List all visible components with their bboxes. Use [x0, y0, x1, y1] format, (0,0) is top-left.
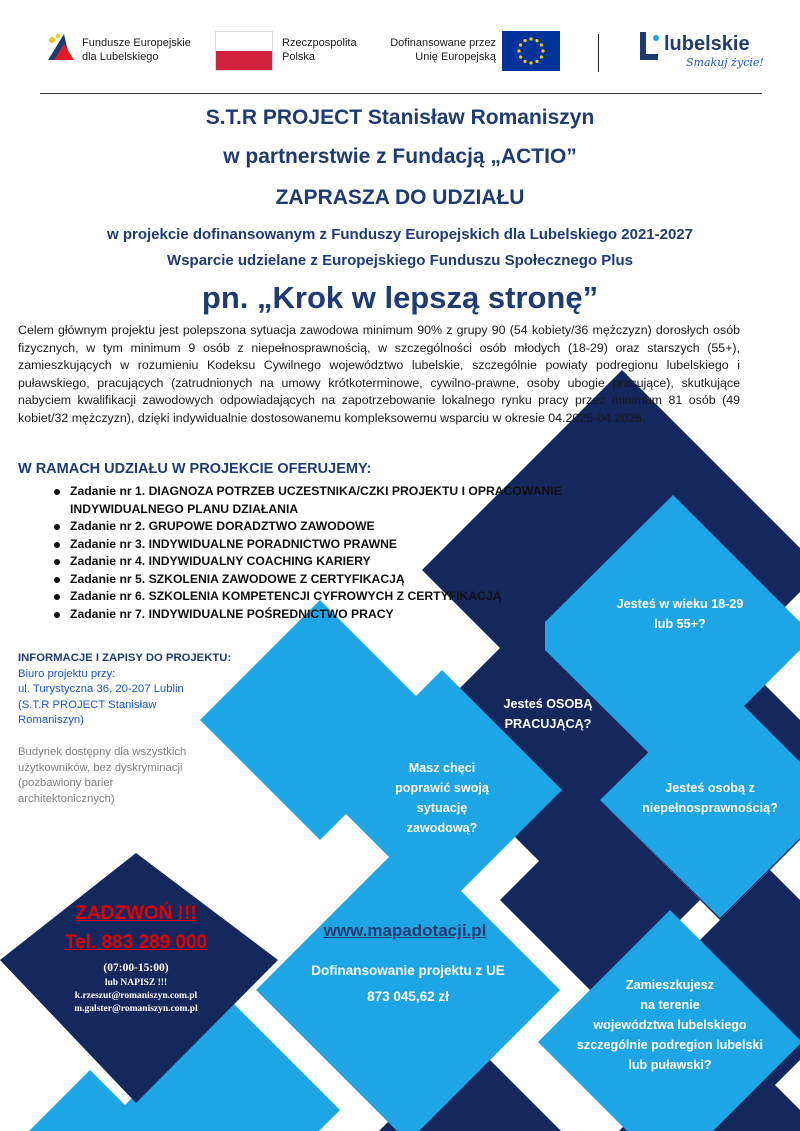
- question-disability: [630, 778, 790, 818]
- task-list: [52, 483, 612, 623]
- cofinanced-logo-text: [380, 36, 496, 64]
- question-region-line4: szczególnie podregion lubelski: [576, 1038, 764, 1052]
- organizer-title: S.T.R PROJECT Stanisław Romaniszyn: [205, 106, 595, 129]
- task-item: Zadanie nr 3. INDYWIDUALNE PORADNICTWO PRAWNE: [52, 536, 612, 554]
- region-logo-name: lubelskie: [664, 33, 750, 55]
- project-description: Celem głównym projektu jest polepszona sytuacja zawodowa minimum 90% z grupy 90 (54 kobiety/36 mężczyzn) dorosłych osób fizycznych, w tym minimum 9 osób z niepełnosprawnością, w szczególności osób młodych (18-29) oraz starszych (55+), zamieszkujących w rozumieniu Kodeksu Cywilnego województwo lubelskie, szczególnie powiaty podregionu lubelskiego i puławskiego, pracujących (zatrudnionych na umowy krótkoterminowe, cywilno-prawne, osoby ubogie pracujące), skutkujące nabyciem kwalifikacji zawodowych odpowiadających na zapotrzebowanie lokalnego rynku pracy przez minimum 81 osób (49 kobiet/32 mężczyzn), dzięki indywidualnie dostosowanemu kompleksowemu wsparciu w okresie 04.2025-04.2026.: [18, 323, 740, 425]
- republic-line2: Polska: [282, 51, 316, 63]
- cofinanced-line2: Unię Europejską: [415, 51, 496, 63]
- task-item: Zadanie nr 5. SZKOLENIA ZAWODOWE Z CERTYFIKACJĄ: [52, 571, 612, 589]
- question-region-line5: lub puławski?: [628, 1058, 712, 1072]
- website-link[interactable]: www.mapadotacji.pl: [323, 921, 487, 940]
- company-line2: Romaniszyn): [18, 714, 84, 727]
- task-item: Zadanie nr 7. INDYWIDUALNE POŚREDNICTWO PRACY: [52, 606, 612, 624]
- registration-info: [18, 651, 248, 807]
- republic-logo-text: [282, 36, 357, 64]
- logo-bar: [0, 0, 800, 92]
- task-item: Zadanie nr 1. DIAGNOZA POTRZEB UCZESTNIKA/CZKI PROJEKTU I OPRACOWANIE INDYWIDUALNEGO PLANU DZIAŁANIA: [52, 483, 612, 518]
- eu-funds-logo-text: [82, 36, 191, 64]
- access-line1: Budynek dostępny dla wszystkich: [18, 745, 187, 758]
- offer-heading: W RAMACH UDZIAŁU W PROJEKCIE OFERUJEMY:: [18, 461, 372, 477]
- cofunding-subtitle: w projekcie dofinansowanym z Funduszy Europejskich dla Lubelskiego 2021-2027: [106, 226, 693, 243]
- contact-hours: (07:00-15:00): [103, 962, 169, 974]
- partner-title: w partnerstwie z Fundacją „ACTIO”: [223, 145, 577, 168]
- write-label: lub NAPISZ !!!: [104, 978, 168, 988]
- access-line2: użytkowników, bez dyskryminacji: [18, 761, 183, 774]
- poland-flag-icon: [216, 32, 272, 70]
- republic-line1: Rzeczpospolita: [282, 37, 357, 49]
- task-item: Zadanie nr 2. GRUPOWE DORADZTWO ZAWODOWE: [52, 518, 612, 536]
- access-line4: architektonicznych): [18, 792, 115, 805]
- task-item: Zadanie nr 6. SZKOLENIA KOMPETENCJI CYFROWYCH Z CERTYFIKACJĄ: [52, 588, 612, 606]
- question-region-line3: województwa lubelskiego: [593, 1018, 747, 1032]
- question-region-line1: Zamieszkujesz: [625, 978, 715, 992]
- question-disability-line1: Jesteś osobą z: [665, 781, 755, 795]
- access-line3: (pozbawiony barier: [18, 777, 114, 790]
- question-age: [580, 594, 780, 634]
- question-improve-line4: zawodową?: [406, 821, 478, 835]
- question-age-line1: Jesteś w wieku 18-29: [616, 597, 744, 611]
- question-improve-line2: poprawić swoją: [395, 781, 489, 795]
- funding-amount: 873 045,62 zł: [367, 989, 449, 1004]
- info-heading: INFORMACJE I ZAPISY DO PROJEKTU:: [18, 652, 232, 664]
- email-link-1[interactable]: k.rzeszut@romaniszyn.com.pl: [74, 991, 198, 1001]
- office-address: ul. Turystyczna 36, 20-207 Lublin: [18, 683, 184, 696]
- question-age-line2: lub 55+?: [654, 617, 706, 631]
- company-line1: (S.T.R PROJECT Stanisław: [18, 698, 157, 711]
- question-working-line2: PRACUJĄCĄ?: [504, 717, 592, 731]
- cofinanced-line1: Dofinansowane przez: [390, 37, 496, 49]
- header-divider: [40, 93, 762, 94]
- question-region: [560, 975, 780, 1075]
- phone-number[interactable]: Tel. 883 289 000: [64, 932, 208, 953]
- question-improve-line3: sytuację: [416, 801, 468, 815]
- lubelskie-logo-icon: [634, 30, 662, 66]
- eu-flag-icon: [502, 31, 560, 71]
- region-logo-slogan: Smakuj życie!: [686, 56, 764, 69]
- question-working-line1: Jesteś OSOBĄ: [503, 697, 593, 711]
- eu-funds-logo-icon: [44, 30, 78, 64]
- question-disability-line2: niepełnosprawnością?: [642, 801, 778, 815]
- support-subtitle: Wsparcie udzielane z Europejskiego Funduszu Społecznego Plus: [167, 252, 633, 269]
- project-name: pn. „Krok w lepszą stronę”: [201, 280, 599, 315]
- question-working: [478, 694, 618, 734]
- funding-label: Dofinansowanie projektu z UE: [311, 963, 505, 978]
- email-link-2[interactable]: m.galster@romaniszyn.com.pl: [74, 1004, 198, 1014]
- office-label: Biuro projektu przy:: [18, 667, 116, 680]
- call-heading: ZADZWOŃ !!!: [75, 903, 197, 924]
- question-improve-line1: Masz chęci: [408, 761, 476, 775]
- question-improve: [370, 758, 514, 838]
- logo-divider: [598, 34, 599, 72]
- question-region-line2: na terenie: [640, 998, 700, 1012]
- invite-title: ZAPRASZA DO UDZIAŁU: [275, 186, 525, 209]
- task-item: Zadanie nr 4. INDYWIDUALNY COACHING KARIERY: [52, 553, 612, 571]
- eu-funds-line2: dla Lubelskiego: [82, 51, 159, 63]
- eu-funds-line1: Fundusze Europejskie: [82, 37, 191, 49]
